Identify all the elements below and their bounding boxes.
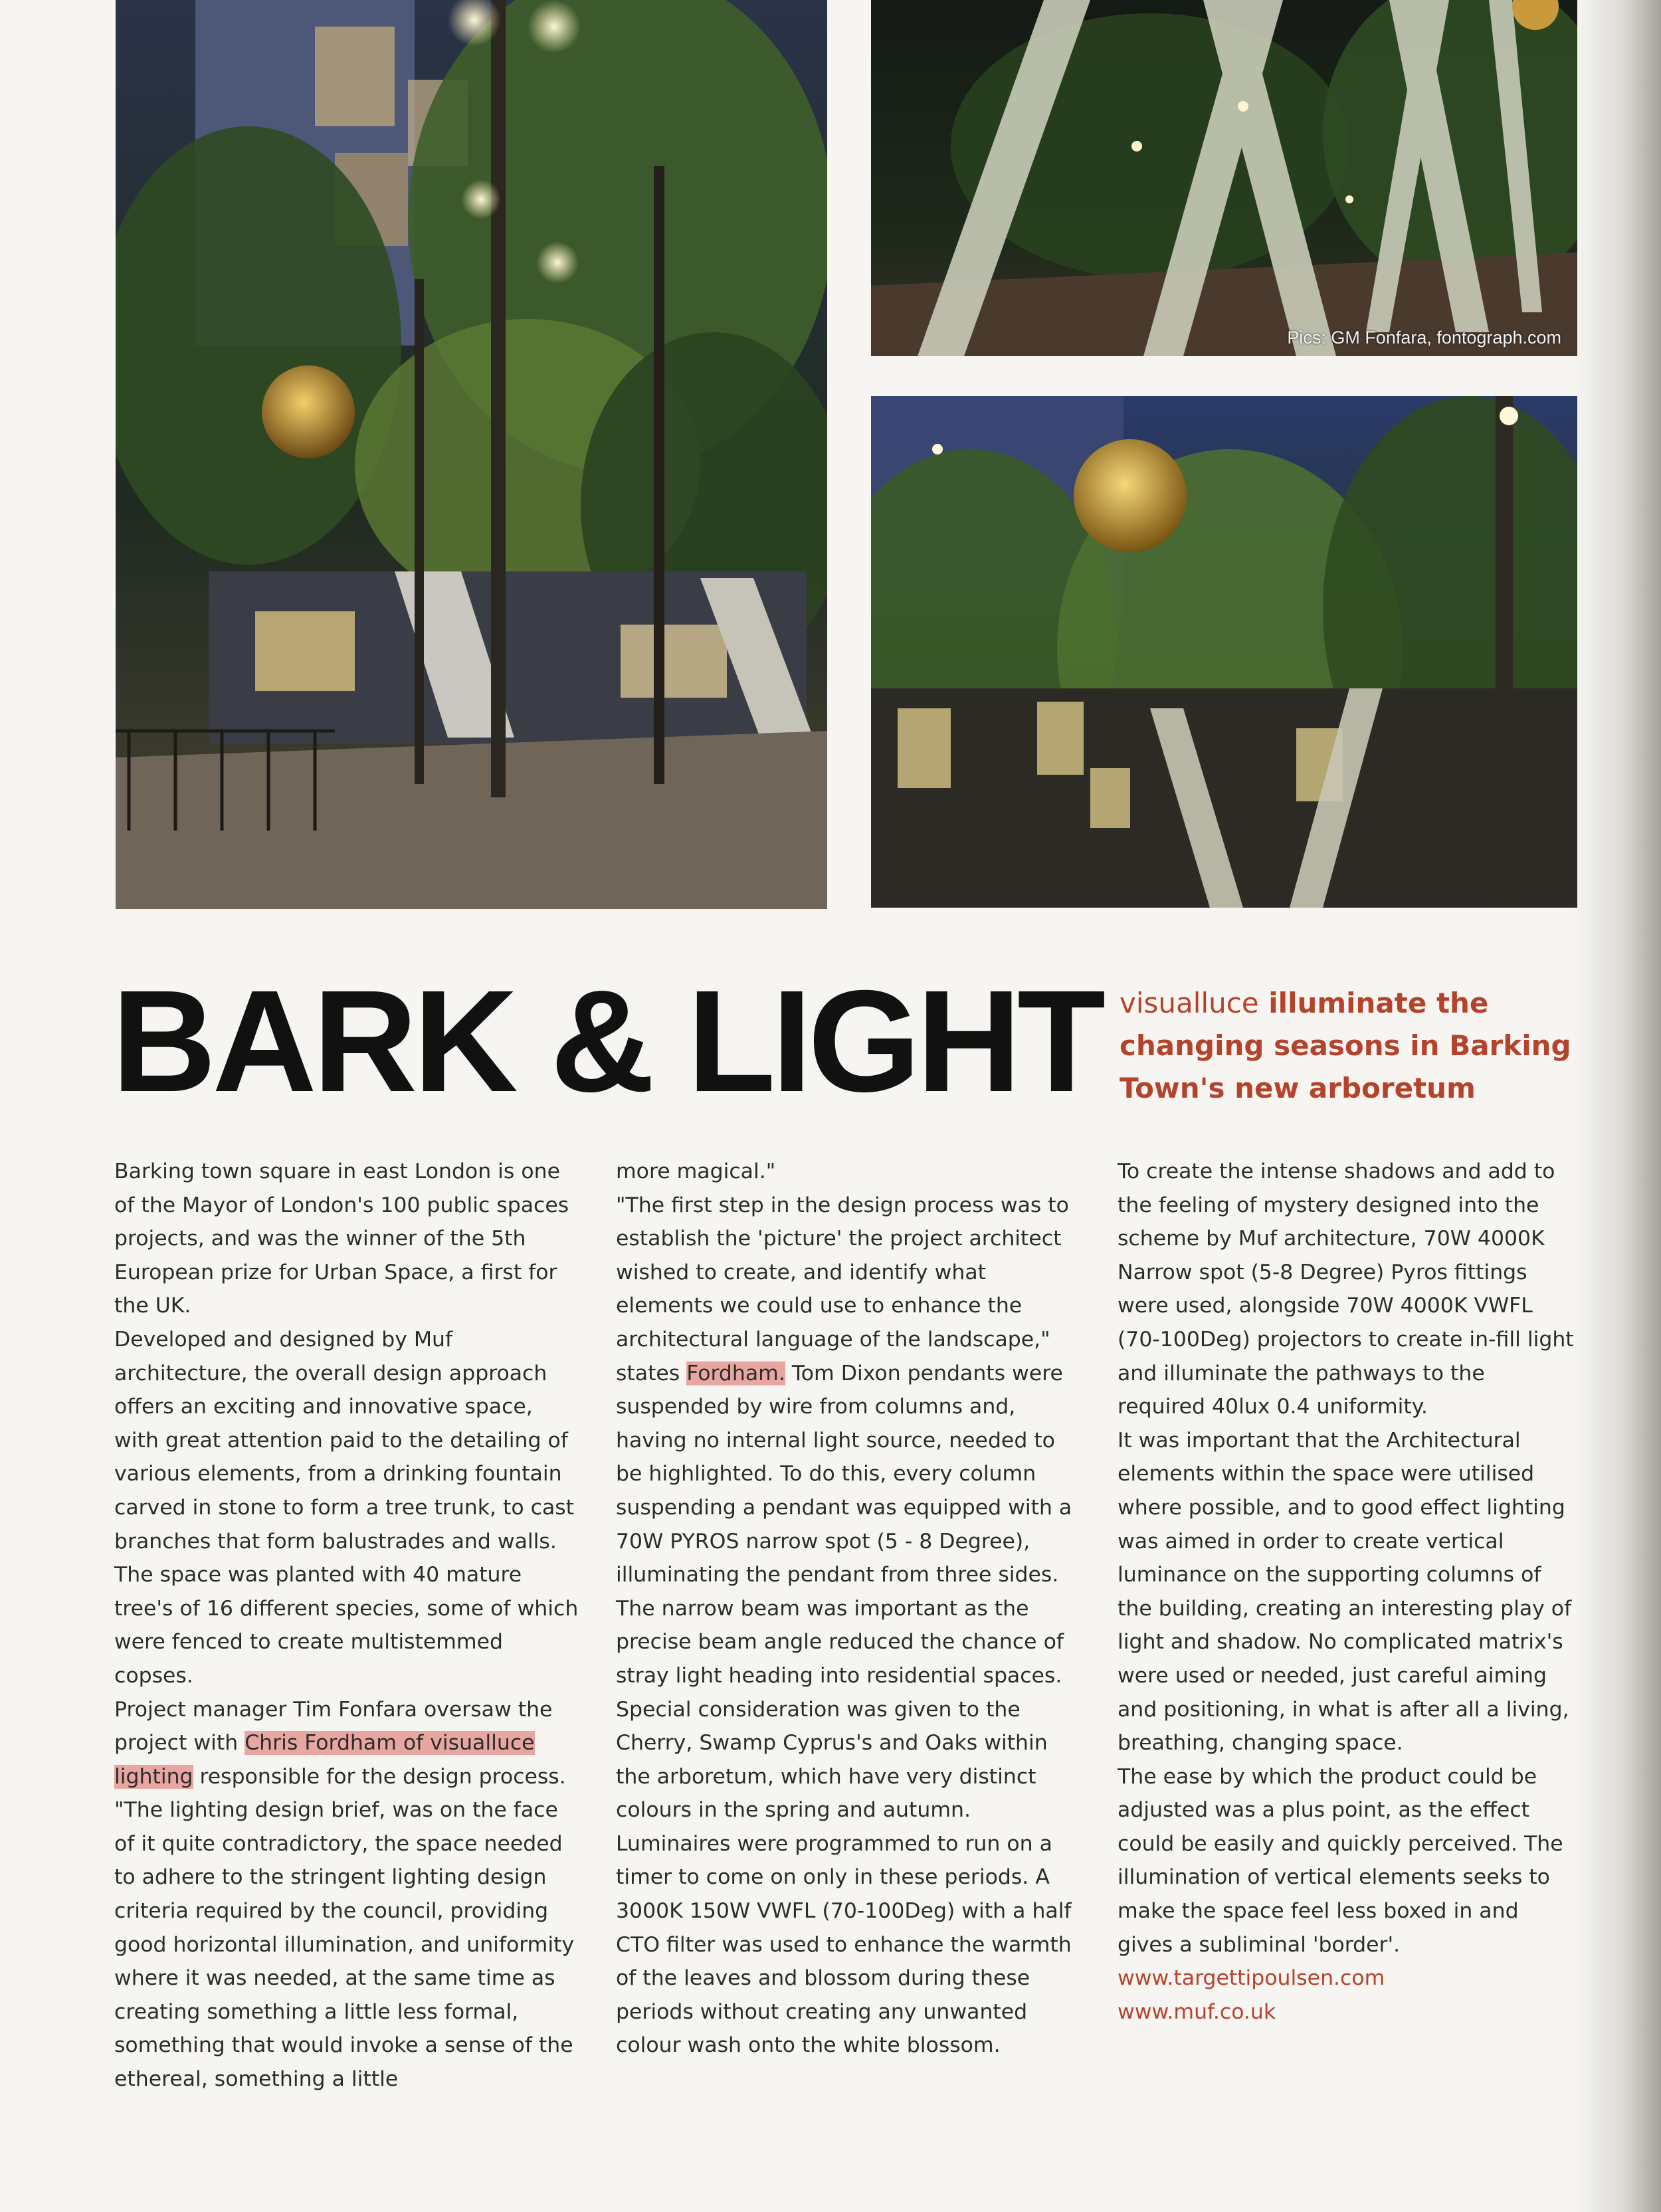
muf-link[interactable]: www.muf.co.uk <box>1118 1999 1276 2024</box>
article-subtitle <box>1120 982 1585 1110</box>
paragraph: The ease by which the product could be adjusted was a plus point, as the effect could be easily and quickly perceived. The illumination of vertical elements seeks to make the space feel less boxed in and gives a subliminal 'border'. <box>1118 1764 1563 1957</box>
paragraph: To create the intense shadows and add to the feeling of mystery designed into the scheme by Muf architecture, 70W 4000K Narrow spot (5-8 Degree) Pyros fittings were used, alongside 70W 4000K VWFL (70-100Deg) projectors to create in-fill light and illuminate the pathways to the required 40lux 0.4 uniformity. <box>1118 1159 1574 1419</box>
highlighted-text: Chris Fordham of visualluce lighting <box>114 1731 535 1789</box>
paragraph-text: responsible for the design process. "The lighting design brief, was on the face of it quite contradictory, the space needed to adhere to the stringent lighting design criteria required by the council, providing good horizontal illumination, and uniformity where it was needed, at the same time as creating something a little less formal, something that would invoke a sense of the ethereal, something a little <box>114 1764 575 2092</box>
photo-icon <box>116 0 827 909</box>
body-column-3 <box>1118 1155 1576 2029</box>
paragraph: more magical." <box>616 1159 776 1183</box>
paragraph <box>616 1189 1081 1693</box>
page-edge-shadow <box>1575 0 1661 2212</box>
paragraph-text: Tom Dixon pendants were suspended by wire from columns and, having no internal light source, needed to be highlighted. To do this, every column suspending a pendant was equipped with a 70W PYROS narrow spot (5 - 8 Degree), illuminating the pendant from three sides. The narrow beam was important as the precise beam angle reduced the chance of stray light heading into residential spaces. <box>616 1361 1072 1688</box>
paragraph: Barking town square in east London is one of the Mayor of London's 100 public spaces projects, and was the winner of the 5th European prize for Urban Space, a first for the UK. <box>114 1159 569 1318</box>
targetti-poulsen-link[interactable]: www.targettipoulsen.com <box>1118 1966 1385 1991</box>
highlighted-text: Fordham. <box>686 1361 785 1385</box>
subtitle-brand: visualluce <box>1120 987 1259 1019</box>
paragraph-text: "The first step in the design process was to establish the 'picture' the project architect wished to create, and identify what elements we could use to enhance the architectural language of the landscape," states <box>616 1193 1069 1385</box>
paragraph-text: Project manager Tim Fonfara oversaw the project with <box>114 1697 553 1756</box>
body-column-2 <box>616 1155 1081 2062</box>
paragraph: Developed and designed by Muf architecture, the overall design approach offers an exciting and innovative space, with great attention paid to the detailing of various elements, from a drinking fountain carved in stone to form a tree trunk, to cast branches that form balustrades and walls. The space was planted with 40 mature tree's of 16 different species, some of which were fenced to create multistemmed copses. <box>114 1327 579 1688</box>
body-column-1 <box>114 1155 579 2096</box>
photo-credit: Pics: GM Fonfara, fontograph.com <box>1287 328 1561 348</box>
colonnade-night-photo <box>871 0 1577 356</box>
paragraph <box>114 1693 579 2096</box>
article-title: BARK & LIGHT <box>112 961 1102 1122</box>
paragraph: It was important that the Architectural elements within the space were utilised where possible, and to good effect lighting was aimed in order to create vertical luminance on the supporting columns of the building, creating an interesting play of light and shadow. No complicated matrix's were used or needed, just careful aiming and positioning, in what is after all a living, breathing, changing space. <box>1118 1428 1572 1756</box>
arboretum-night-photo-left <box>116 0 827 909</box>
photo-icon <box>871 0 1577 356</box>
subtitle-text: illuminate the changing seasons in Barking Town's new arboretum <box>1120 987 1571 1104</box>
paragraph: Special consideration was given to the Cherry, Swamp Cyprus's and Oaks within the arboretum, which have very distinct colours in the spring and autumn. Luminaires were programmed to run on a timer to come on only in these periods. A 3000K 150W VWFL (70-100Deg) with a half CTO filter was used to enhance the warmth of the leaves and blossom during these periods without creating any unwanted colour wash onto the white blossom. <box>616 1697 1072 2058</box>
pendant-tree-night-photo <box>871 396 1577 908</box>
photo-icon <box>871 396 1577 908</box>
